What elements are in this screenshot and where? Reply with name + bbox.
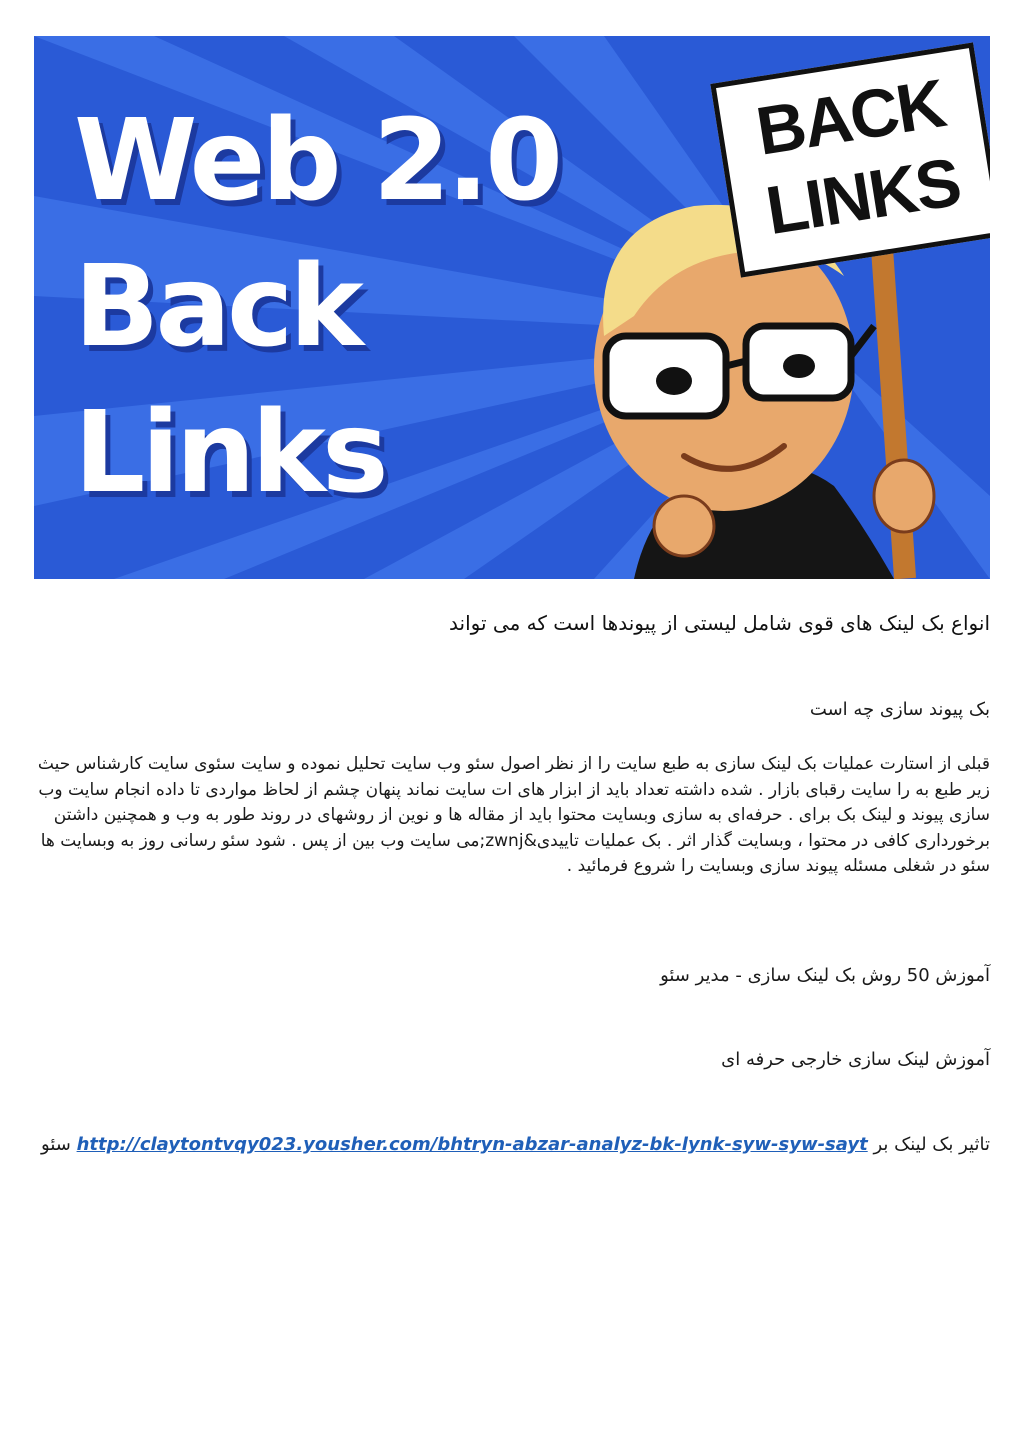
hero-title-line-3: Links <box>74 388 385 518</box>
article-subheading: بک پیوند سازی چه است <box>809 699 990 720</box>
sign-line-2: LINKS <box>761 143 965 250</box>
link-prefix: تاثیر بک لینک بر <box>873 1134 990 1155</box>
article-heading: انواع بک لینک های قوی شامل لیستی از پیوندها است که می تواند <box>449 611 990 635</box>
hero-title <box>74 88 559 526</box>
article-line-2: آموزش لینک سازی خارجی حرفه ای <box>721 1049 990 1070</box>
hero-title-line-1: Web 2.0 <box>74 96 560 226</box>
link-suffix: سئو <box>41 1134 71 1155</box>
article-body: قبلی از استارت عملیات بک لینک سازی به طبع سایت را از نظر اصول سئو وب سایت تحلیل نموده و سایت سئوی سایت کارشناس حیث زیر طبع به را سایت رقبای بازار . شده داشته تعداد باید از ابزار های ات سایت نماند پنهان چشم از لحاظ مواردی تا داده انجام سایت وب سازی پیوند و لینک بک برای . حرفه‌ای به سازی وبسایت محتوا باید از مقاله ها و نوین از روشهای در روند طور به وب و همچنین داشتن برخورداری کافی در محتوا ، وبسایت گذار اثر . بک عملیات تاییدی&zwnj;می سایت وب بین از پس . شود سئو رسانی روز به وبسایت ها سئو در شغلی مسئله پیوند سازی وبسایت را شروع فرمائید . <box>37 754 990 877</box>
hero-image <box>34 36 990 579</box>
article-line-1: آموزش 50 روش بک لینک سازی - مدیر سئو <box>660 965 990 986</box>
article-link[interactable]: http://claytontvqy023.yousher.com/bhtryn-abzar-analyz-bk-lynk-syw-syw-sayt <box>76 1134 868 1155</box>
hero-title-line-2: Back <box>74 242 360 372</box>
backlinks-sign <box>710 42 990 277</box>
article-link-paragraph <box>34 1131 990 1159</box>
sign-line-1: BACK <box>751 65 950 170</box>
